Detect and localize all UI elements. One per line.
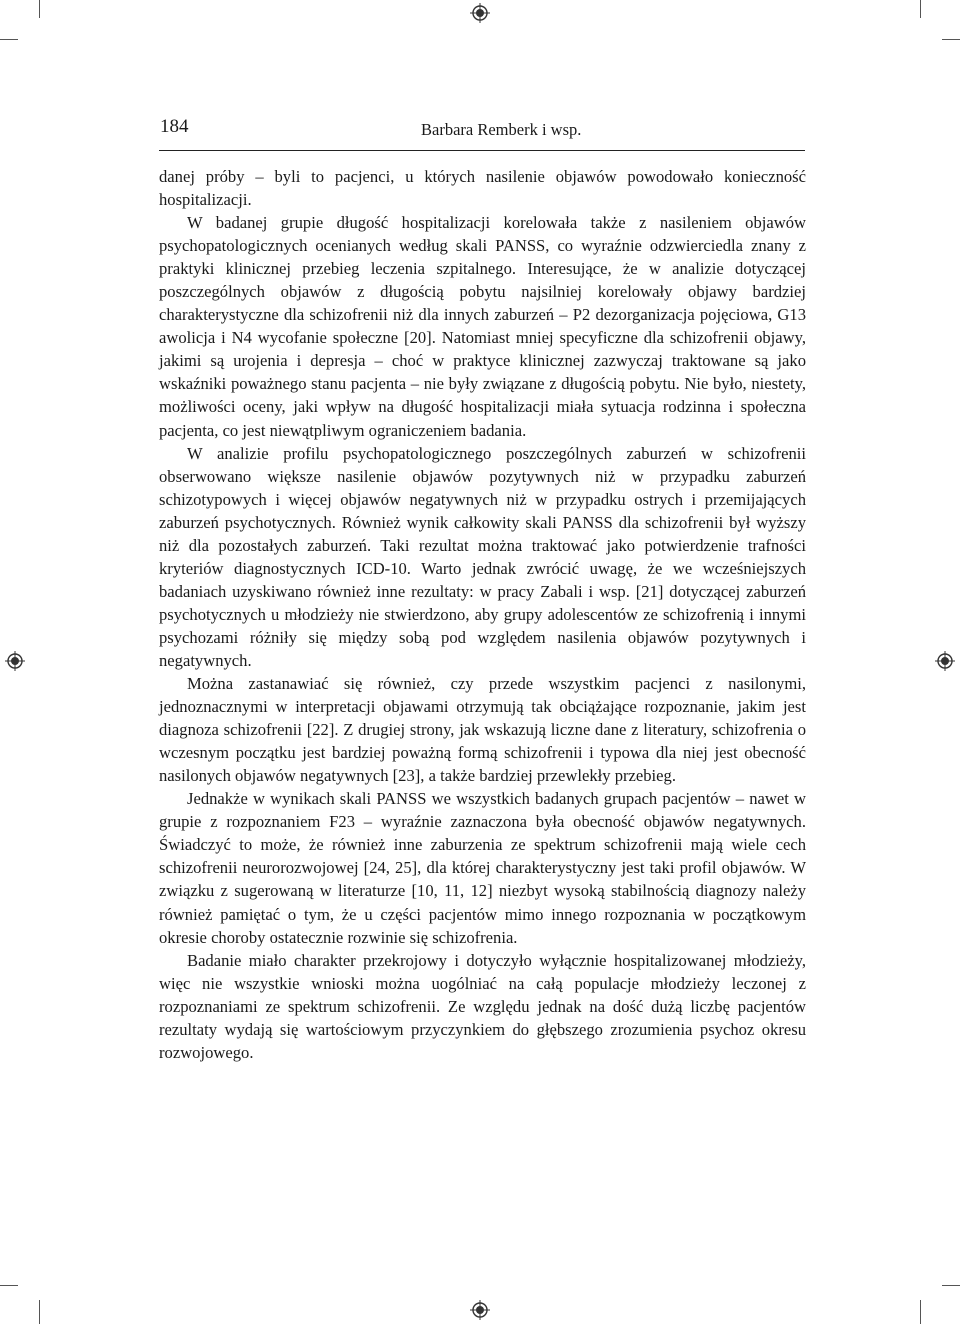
crop-mark-icon <box>920 1300 921 1324</box>
paragraph: Badanie miało charakter przekrojowy i dotyczyło wyłącznie hospitalizowanej młodzieży, więc nie wszystkie wnioski można uogólniać na całą populacje młodzieży leczonej z rozpoznaniami ze spektrum schizofrenii. Ze względu jednak na dość dużą liczbę pacjentów rezultaty wydają się wartościowym przyczynkiem do głębszego zrozumienia psychoz okresu rozwojowego. <box>159 950 806 1062</box>
header-rule <box>159 150 805 151</box>
body-text <box>159 165 806 1064</box>
page-number: 184 <box>160 116 189 137</box>
running-head: Barbara Remberk i wsp. <box>421 120 582 139</box>
crop-mark-icon <box>942 39 960 40</box>
crop-mark-icon <box>39 1300 40 1324</box>
paragraph: W badanej grupie długość hospitalizacji korelowała także z nasileniem objawów psychopatologicznych ocenianych według skali PANSS, co wyraźnie odzwierciedla znany z praktyki klinicznej przebieg leczenia szpitalnego. Interesujące, że w analizie dotyczącej poszczególnych objawów z długością pobytu najsilniej korelowały objawy bardziej charakterystyczne dla schizofrenii niż dla innych zaburzeń – P2 dezorganizacja pojęciowa, G13 awolicja i N4 wycofanie społeczne [20]. Natomiast mniej specyficzne dla schizofrenii objawy, jakimi są urojenia i depresja – choć w praktyce klinicznej zazwyczaj traktowane są jako wskaźniki poważnego stanu pacjenta – nie były związane z długością pobytu. Nie było, niestety, możliwości oceny, jaki wpływ na długość hospitalizacji miała sytuacja rodzinna i społeczna pacjenta, co jest niewątpliwym ograniczeniem badania. <box>159 213 806 440</box>
crop-mark-icon <box>0 1285 18 1286</box>
crop-mark-icon <box>39 0 40 18</box>
registration-mark-icon <box>470 3 490 23</box>
crop-mark-icon <box>0 39 18 40</box>
crop-mark-icon <box>942 1285 960 1286</box>
paragraph: danej próby – byli to pacjenci, u których nasilenie objawów powodowało konieczność hospitalizacji. <box>159 167 806 210</box>
registration-mark-icon <box>470 1300 490 1320</box>
registration-mark-icon <box>935 651 955 671</box>
registration-mark-icon <box>5 651 25 671</box>
paragraph: Jednakże w wynikach skali PANSS we wszystkich badanych grupach pacjentów – nawet w grupie z rozpoznaniem F23 – wyraźnie zaznaczona była obecność objawów negatywnych. Świadczyć to może, że również inne zaburzenia ze spektrum schizofrenii mają wiele cech schizofrenii neurorozwojowej [24, 25], dla której charakterystyczny jest taki profil objawów. W związku z sugerowaną w literaturze [10, 11, 12] niezbyt wysoką stabilnością diagnozy należy również pamiętać o tym, że u części pacjentów mimo innego rozpoznania w początkowym okresie choroby ostatecznie rozwinie się schizofrenia. <box>159 789 806 947</box>
paragraph: W analizie profilu psychopatologicznego poszczególnych zaburzeń w schizofrenii obserwowano większe nasilenie objawów pozytywnych niż w przypadku zaburzeń schizotypowych i więcej objawów negatywnych niż w przypadku ostrych i przemijających zaburzeń psychotycznych. Również wynik całkowity skali PANSS dla schizofrenii był wyższy niż dla pozostałych zaburzeń. Taki rezultat można traktować jako potwierdzenie trafności kryteriów diagnostycznych ICD-10. Warto jednak zwrócić uwagę, że we wcześniejszych badaniach uzyskiwano również inne rezultaty: w pracy Zabali i wsp. [21] dotyczącej zaburzeń psychotycznych u młodzieży nie stwierdzono, aby grupy adolescentów ze schizofrenią i innymi psychozami różniły się między sobą pod względem nasilenia objawów pozytywnych i negatywnych. <box>159 443 806 670</box>
paragraph: Można zastanawiać się również, czy przede wszystkim pacjenci z nasilonymi, jednoznacznymi w interpretacji objawami otrzymują tak obciążające rozpoznanie, jakim jest diagnoza schizofrenii [22]. Z drugiej strony, jak wskazują liczne dane z literatury, schizofrenia o wczesnym początku jest bardziej poważną formą schizofrenii i typowa dla niej jest obecność nasilonych objawów negatywnych [23], a także bardziej przewlekły przebieg. <box>159 674 806 786</box>
crop-mark-icon <box>920 0 921 18</box>
